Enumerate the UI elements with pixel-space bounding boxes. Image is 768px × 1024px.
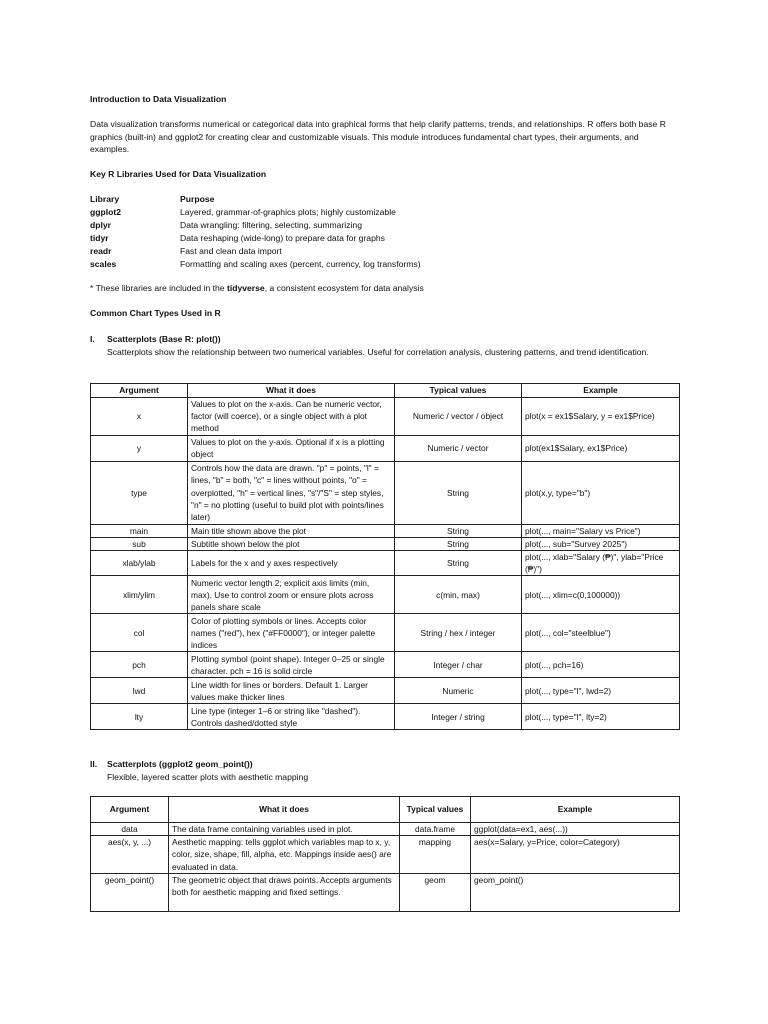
tidyverse-note-bold: tidyverse <box>226 283 265 293</box>
library-row <box>90 258 590 271</box>
libraries-header-purpose: Purpose <box>180 194 215 204</box>
argument-cell: type <box>91 461 188 524</box>
section1-description: Scatterplots show the relationship between two numerical variables. Useful for correlation analysis, clustering patterns, and trend identification. <box>107 347 649 357</box>
tidyverse-note-after: , a consistent ecosystem for data analysis <box>264 283 424 293</box>
table-row <box>91 524 680 537</box>
description-cell: Main title shown above the plot <box>188 524 395 537</box>
argument-cell: geom_point() <box>91 873 169 911</box>
argument-cell: y <box>91 435 188 461</box>
table-row <box>91 652 680 678</box>
header-what-it-does: What it does <box>169 797 400 823</box>
table-row <box>91 873 680 911</box>
description-cell: Line width for lines or borders. Default 1. Larger values make thicker lines <box>188 678 395 704</box>
description-cell: Controls how the data are drawn. "p" = points, "l" = lines, "b" = both, "c" = lines without points, "o" = overplotted, "h" = vertical lines, "s"/"S" = step styles, "n" = no plotting (useful to build plot with points/lines later) <box>188 461 395 524</box>
example-cell: plot(..., main="Salary vs Price") <box>522 524 680 537</box>
header-argument: Argument <box>91 384 188 398</box>
description-cell: Color of plotting symbols or lines. Accepts color names ("red"), hex ("#FF0000"), or integer palette indices <box>188 614 395 652</box>
tidyverse-note <box>90 282 424 295</box>
header-example: Example <box>522 384 680 398</box>
table-row <box>91 614 680 652</box>
table-row <box>91 398 680 436</box>
page-title: Introduction to Data Visualization <box>90 94 227 104</box>
table-row <box>91 678 680 704</box>
argument-cell: pch <box>91 652 188 678</box>
description-cell: Labels for the x and y axes respectively <box>188 551 395 576</box>
table-row <box>91 461 680 524</box>
example-cell: plot(..., xlab="Salary (₱)", ylab="Price (₱)") <box>522 551 680 576</box>
argument-cell: xlab/ylab <box>91 551 188 576</box>
table-header-row <box>91 384 680 398</box>
library-name: ggplot2 <box>90 207 122 217</box>
example-cell: plot(..., col="steelblue") <box>522 614 680 652</box>
header-argument: Argument <box>91 797 169 823</box>
typical-values-cell: String <box>395 537 522 550</box>
description-cell: The geometric object that draws points. Accepts arguments both for aesthetic mapping and fixed settings. <box>169 873 400 911</box>
example-cell: plot(ex1$Salary, ex1$Price) <box>522 435 680 461</box>
library-purpose: Fast and clean data import <box>180 246 282 256</box>
tidyverse-note-before: * These libraries are included in the <box>90 283 227 293</box>
base-r-arguments-table <box>90 383 680 730</box>
section2-description: Flexible, layered scatter plots with aesthetic mapping <box>107 772 309 782</box>
description-cell: Subtitle shown below the plot <box>188 537 395 550</box>
library-row <box>90 245 590 258</box>
table-row <box>91 537 680 550</box>
description-cell: Values to plot on the x-axis. Can be numeric vector, factor (will coerce), or a single object with a plot method <box>188 398 395 436</box>
library-name: dplyr <box>90 220 112 230</box>
example-cell: plot(..., pch=16) <box>522 652 680 678</box>
argument-cell: lwd <box>91 678 188 704</box>
intro-paragraph: Data visualization transforms numerical or categorical data into graphical forms that help clarify patterns, trends, and relationships. R offers both base R graphics (built-in) and ggplot2 for creating clear and customizable visuals. This module introduces fundamental chart types, their arguments, and examples. <box>90 119 666 154</box>
section1-number: I. <box>90 334 95 344</box>
example-cell: plot(x = ex1$Salary, y = ex1$Price) <box>522 398 680 436</box>
example-cell: geom_point() <box>471 873 680 911</box>
argument-cell: x <box>91 398 188 436</box>
header-typical-values: Typical values <box>400 797 471 823</box>
argument-cell: main <box>91 524 188 537</box>
typical-values-cell: Numeric / vector / object <box>395 398 522 436</box>
library-purpose: Data reshaping (wide-long) to prepare data for graphs <box>180 233 385 243</box>
table-row <box>91 704 680 730</box>
argument-cell: sub <box>91 537 188 550</box>
typical-values-cell: Numeric <box>395 678 522 704</box>
table-row <box>91 435 680 461</box>
table-row <box>91 823 680 836</box>
library-purpose: Layered, grammar-of-graphics plots; highly customizable <box>180 207 396 217</box>
typical-values-cell: String <box>395 461 522 524</box>
library-name: readr <box>90 246 112 256</box>
library-row <box>90 219 590 232</box>
description-cell: Values to plot on the y-axis. Optional if x is a plotting object <box>188 435 395 461</box>
library-name: tidyr <box>90 233 109 243</box>
header-typical-values: Typical values <box>395 384 522 398</box>
example-cell: plot(..., sub="Survey 2025") <box>522 537 680 550</box>
typical-values-cell: Integer / char <box>395 652 522 678</box>
typical-values-cell: data.frame <box>400 823 471 836</box>
typical-values-cell: String <box>395 551 522 576</box>
example-cell: plot(..., type="l", lty=2) <box>522 704 680 730</box>
example-cell: plot(x,y, type="b") <box>522 461 680 524</box>
description-cell: Numeric vector length 2; explicit axis limits (min, max). Use to control zoom or ensure plots across panels share scale <box>188 576 395 614</box>
argument-cell: xlim/ylim <box>91 576 188 614</box>
library-purpose: Formatting and scaling axes (percent, currency, log transforms) <box>180 259 421 269</box>
example-cell: plot(..., type="l", lwd=2) <box>522 678 680 704</box>
library-name: scales <box>90 259 117 269</box>
section1-title: Scatterplots (Base R: plot()) <box>107 334 221 344</box>
library-purpose: Data wrangling: filtering, selecting, summarizing <box>180 220 362 230</box>
section2-title: Scatterplots (ggplot2 geom_point()) <box>107 759 253 769</box>
description-cell: The data frame containing variables used in plot. <box>169 823 400 836</box>
header-what-it-does: What it does <box>188 384 395 398</box>
libraries-heading: Key R Libraries Used for Data Visualization <box>90 169 267 179</box>
example-cell: ggplot(data=ex1, aes(...)) <box>471 823 680 836</box>
ggplot2-arguments-table <box>90 796 680 912</box>
typical-values-cell: String <box>395 524 522 537</box>
libraries-header-row <box>90 193 590 206</box>
typical-values-cell: Integer / string <box>395 704 522 730</box>
description-cell: Line type (integer 1–6 or string like "dashed"). Controls dashed/dotted style <box>188 704 395 730</box>
table-row <box>91 836 680 874</box>
description-cell: Aesthetic mapping: tells ggplot which variables map to x, y, color, size, shape, fill, alpha, etc. Mappings inside aes() are evaluated in data. <box>169 836 400 874</box>
argument-cell: col <box>91 614 188 652</box>
libraries-header-library: Library <box>90 194 120 204</box>
argument-cell: lty <box>91 704 188 730</box>
chart-types-heading: Common Chart Types Used in R <box>90 308 221 318</box>
library-row <box>90 206 590 219</box>
typical-values-cell: Numeric / vector <box>395 435 522 461</box>
example-cell: plot(..., xlim=c(0,100000)) <box>522 576 680 614</box>
table-header-row <box>91 797 680 823</box>
description-cell: Plotting symbol (point shape). Integer 0–25 or single character. pch = 16 is solid circle <box>188 652 395 678</box>
library-row <box>90 232 590 245</box>
argument-cell: data <box>91 823 169 836</box>
example-cell: aes(x=Salary, y=Price, color=Category) <box>471 836 680 874</box>
typical-values-cell: String / hex / integer <box>395 614 522 652</box>
table-row <box>91 576 680 614</box>
header-example: Example <box>471 797 680 823</box>
typical-values-cell: c(min, max) <box>395 576 522 614</box>
argument-cell: aes(x, y, ...) <box>91 836 169 874</box>
typical-values-cell: mapping <box>400 836 471 874</box>
typical-values-cell: geom <box>400 873 471 911</box>
table-row <box>91 551 680 576</box>
section2-number: II. <box>90 759 98 769</box>
